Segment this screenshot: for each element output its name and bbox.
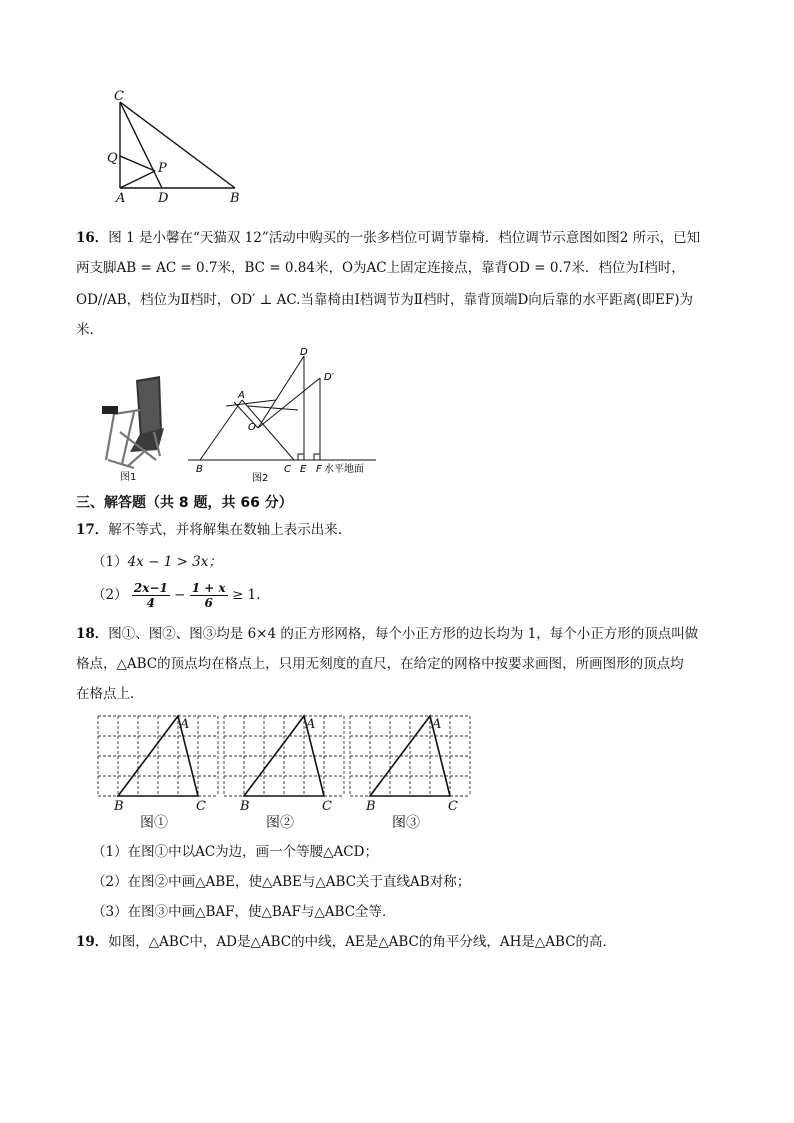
- fig2-label-O: O: [248, 422, 256, 433]
- fig1-caption: 图1: [120, 472, 137, 483]
- fig2-label-D: D: [300, 347, 308, 358]
- vertex-label-C: C: [322, 799, 332, 814]
- fig2-label-ground: 水平地面: [324, 464, 364, 475]
- grid-caption: 图③: [392, 815, 420, 831]
- q16-number: 16．: [76, 230, 109, 246]
- fig2-label-A: A: [238, 390, 245, 401]
- vertex-label-A: A: [306, 717, 316, 732]
- q16-figure2-diagram: [186, 346, 382, 482]
- grid-figure-2: [224, 716, 344, 831]
- q16-line1: 16．图 1 是小馨在“天猫双 12”活动中购买的一张多档位可调节靠椅．档位调节示意图如图2 所示，已知: [76, 230, 701, 246]
- q17-stem-line: 17．解不等式，并将解集在数轴上表示出来.: [76, 522, 343, 538]
- grid-caption: 图①: [140, 815, 168, 831]
- q18-number: 18．: [76, 626, 109, 642]
- label-C: C: [114, 89, 124, 104]
- q17-number: 17．: [76, 522, 109, 538]
- q19-number: 19．: [76, 934, 109, 950]
- label-A: A: [116, 191, 126, 206]
- fig2-label-C: C: [284, 464, 291, 475]
- fig2-caption: 图2: [252, 473, 269, 482]
- q15-triangle-figure: [100, 88, 260, 208]
- label-B: B: [230, 191, 240, 206]
- vertex-label-B: B: [366, 799, 376, 814]
- chair-photo-image: [94, 372, 174, 484]
- q18-line1: 18．图①、图②、图③均是 6×4 的正方形网格，每个小正方形的边长均为 1，每个小正方形的顶点叫做: [76, 626, 699, 642]
- vertex-label-A: A: [432, 717, 442, 732]
- vertex-label-C: C: [448, 799, 458, 814]
- vertex-label-B: B: [114, 799, 124, 814]
- vertex-label-B: B: [240, 799, 250, 814]
- label-Q: Q: [107, 151, 118, 166]
- q19-stem-line: 19．如图，△ABC中，AD是△ABC的中线，AE是△ABC的角平分线，AH是△ABC的高．: [76, 934, 617, 950]
- q18-line3: 在格点上．: [76, 686, 144, 702]
- q16-line2: 两支脚AB = AC = 0.7米，BC = 0.84米，O为AC上固定连接点，靠背OD = 0.7米．档位为Ⅰ档时，: [76, 260, 685, 276]
- fig2-label-F: F: [316, 464, 322, 475]
- fig2-label-E: E: [300, 464, 307, 475]
- fig2-label-B: B: [196, 464, 203, 475]
- section-title: 三、解答题（共 8 题，共 66 分）: [76, 495, 293, 511]
- fraction-2: $\frac{1 + x}{6}$: [191, 581, 226, 610]
- vertex-label-A: A: [180, 717, 190, 732]
- fraction-1: $\frac{2x-1}{4}$: [133, 581, 168, 610]
- q16-line4: 米．: [76, 322, 103, 338]
- q17-part2: （2） $\frac{2x-1}{4}$ − $\frac{1 + x}{6}$ ≥ 1.: [92, 581, 261, 610]
- fig2-label-D-prime: D′: [324, 372, 334, 383]
- q18-part2: （2）在图②中画△ABE，使△ABE与△ABC关于直线AB对称；: [92, 874, 471, 890]
- label-P: P: [158, 161, 167, 176]
- q18-line2: 格点，△ABC的顶点均在格点上，只用无刻度的直尺，在给定的网格中按要求画图，所画图形的顶点均: [76, 656, 684, 672]
- grid-caption: 图②: [266, 815, 294, 831]
- vertex-label-C: C: [196, 799, 206, 814]
- grid-figure-1: [98, 716, 218, 831]
- q17-part1: （1）4x − 1 > 3x；: [92, 554, 222, 570]
- q18-grids-figure: [94, 712, 474, 836]
- q18-part1: （1）在图①中以AC为边，画一个等腰△ACD；: [92, 844, 378, 860]
- grid-figure-3: [350, 716, 470, 831]
- label-D: D: [158, 191, 169, 206]
- q18-part3: （3）在图③中画△BAF，使△BAF与△ABC全等．: [92, 904, 396, 920]
- q16-line3: OD//AB，档位为Ⅱ档时，OD′ ⊥ AC.当靠椅由Ⅰ档调节为Ⅱ档时，靠背顶端D向后靠的水平距离(即EF)为: [76, 292, 694, 308]
